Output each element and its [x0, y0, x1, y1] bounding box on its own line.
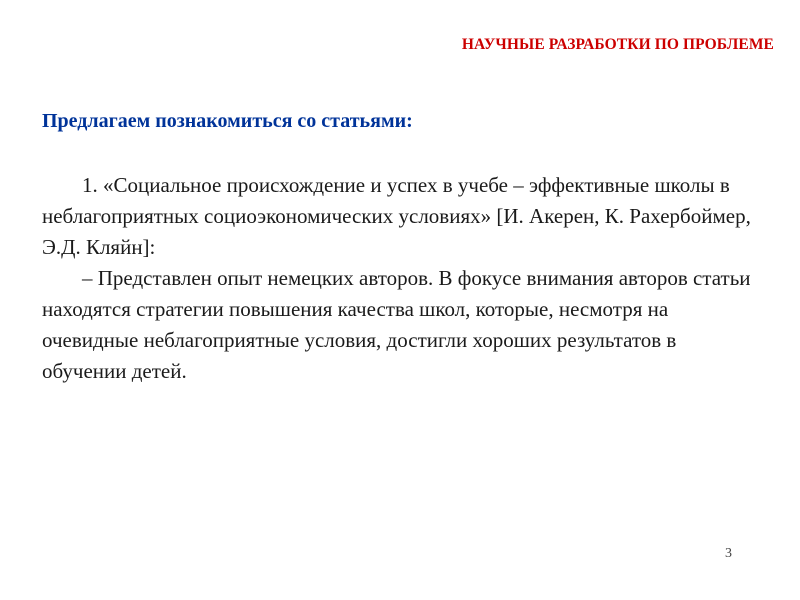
article-citation-paragraph: 1. «Социальное происхождение и успех в учебе – эффективные школы в неблагоприятных социоэкономических условиях» [И. Акерен, К. Рахербоймер, Э.Д. Кляйн]: [42, 173, 751, 259]
slide-header: НАУЧНЫЕ РАЗРАБОТКИ ПО ПРОБЛЕМЕ [461, 36, 774, 53]
page-number: 3 [725, 546, 732, 561]
article-description [42, 170, 762, 387]
slide-heading: Предлагаем познакомиться со статьями: [42, 110, 413, 132]
article-summary-paragraph: – Представлен опыт немецких авторов. В фокусе внимания авторов статьи находятся стратегии повышения качества школ, которые, несмотря на очевидные неблагоприятные условия, достигли хороших результатов в обучении детей. [42, 266, 751, 383]
